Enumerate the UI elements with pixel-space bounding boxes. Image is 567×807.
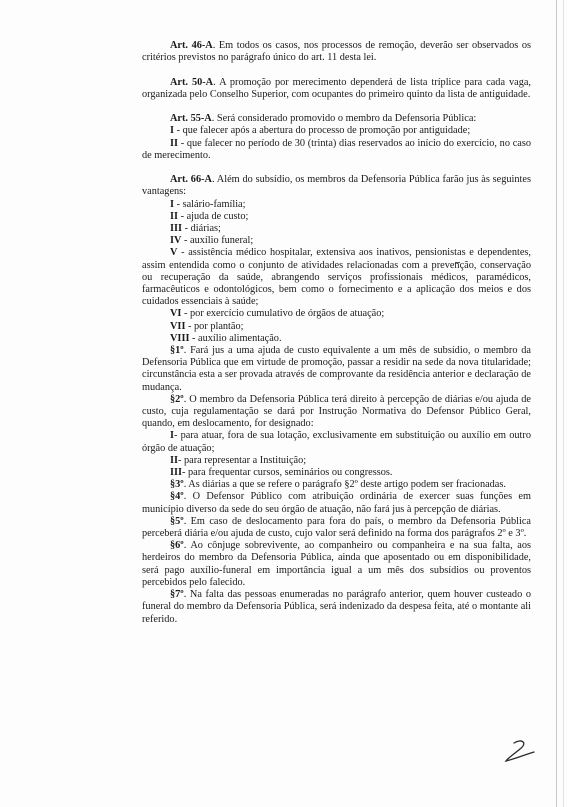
item-number: IV — [170, 235, 182, 247]
list-item — [142, 308, 531, 320]
list-item — [142, 235, 531, 247]
item-text: - para frequentar cursos, seminários ou congressos. — [182, 467, 393, 479]
article-66a — [142, 174, 531, 198]
page-edge-line-outer — [563, 0, 564, 807]
item-number: VI — [170, 308, 182, 320]
paragraph-number: §7º — [170, 589, 184, 601]
paragraph-6 — [142, 540, 531, 589]
list-item — [142, 455, 531, 467]
list-item — [142, 223, 531, 235]
article-46a — [142, 40, 531, 64]
paragraph-7 — [142, 589, 531, 626]
paragraph-text: . Ao cônjuge sobrevivente, ao companheiro ou companheira e na sua falta, aos herdeiros do membro da Defensoria Pública, ainda que aposentado ou em disponibilidade, será pago auxílio-funeral em importância igual a um mês dos subsídios ou proventos percebidos pelo falecido. — [142, 540, 531, 588]
item-number: III — [170, 467, 183, 479]
item-number: I — [170, 430, 175, 442]
paragraph-number: §1º — [170, 345, 184, 357]
document-body — [142, 40, 531, 626]
handwritten-initial — [498, 735, 538, 765]
article-text: . Além do subsídio, os membros da Defensoria Pública farão jus às seguintes vantagens: — [142, 174, 531, 198]
item-number: VII — [170, 320, 186, 332]
paragraph-text: . O Defensor Público com atribuição ordinária de exercer suas funções em município diverso da sede do seu órgão de atuação, não fará jus à percepção de diárias. — [142, 491, 531, 515]
article-50a — [142, 77, 531, 101]
item-text: - por plantão; — [185, 320, 244, 332]
item-text: - auxílio alimentação. — [189, 332, 282, 344]
article-55a — [142, 113, 531, 125]
item-number: II — [170, 137, 179, 149]
article-text: . Em todos os casos, nos processos de remoção, deverão ser observados os critérios previstos no parágrafo único do art. 11 desta lei. — [142, 40, 531, 64]
paragraph-text: . O membro da Defensoria Pública terá direito à percepção de diárias e/ou ajuda de custo, cuja regulamentação se dará por Instrução Normativa do Defensor Público Geral, quando, em deslocamento, for designado: — [142, 393, 531, 430]
paragraph-1 — [142, 345, 531, 394]
list-item — [142, 125, 531, 137]
item-number: I — [170, 125, 175, 137]
paragraph-text: . Fará jus a uma ajuda de custo equivalente a um mês de subsídio, o membro da Defensoria Pública que em virtude de promoção, passar a residir na sede da nova titularidade; circunstância esta a ser provada através de comprovante da residência anterior e declaração de mudança. — [142, 345, 531, 393]
list-item — [142, 467, 531, 479]
list-item — [142, 321, 531, 333]
item-number: V — [170, 247, 178, 259]
article-label: Art. 46-A — [170, 40, 213, 51]
article-text: . A promoção por merecimento dependerá de lista tríplice para cada vaga, organizada pelo Conselho Superior, com ocupantes do primeiro quinto da lista de antiguidade. — [142, 76, 531, 100]
paragraph-4 — [142, 491, 531, 515]
item-number: I — [170, 198, 175, 210]
item-text: - assistência médico hospitalar, extensiva aos inativos, pensionistas e dependentes, assim entendida como o conjunto de atividades relacionadas com a prevenção, conservação ou recuperação da saúde, abrangendo serviços profissionais médicos, paramédicos, farmacêuticos e odontológicos, bem como o fornecimento e a aplicação dos meios e dos cuidados essenciais à saúde; — [142, 247, 531, 308]
list-item — [142, 333, 531, 345]
paragraph-number: §3º — [170, 479, 184, 491]
item-text: - que falecer no período de 30 (trinta) dias reservados ao início do exercício, no caso de merecimento. — [142, 137, 531, 161]
list-item — [142, 430, 531, 454]
article-text: . Será considerado promovido o membro da Defensoria Pública: — [211, 113, 477, 125]
paragraph-number: §2º — [170, 393, 184, 405]
item-text: - auxílio funeral; — [181, 235, 254, 247]
list-item — [142, 138, 531, 162]
list-item — [142, 247, 531, 308]
paragraph-number: §5º — [170, 515, 184, 527]
item-text: - que falecer após a abertura do processo de promoção por antiguidade; — [174, 125, 471, 137]
item-text: - por exercício cumulativo de órgãos de atuação; — [181, 308, 385, 320]
item-text: - salário-família; — [174, 198, 246, 210]
item-number: III — [170, 223, 183, 234]
article-label: Art. 66-A — [170, 174, 212, 186]
list-item — [142, 211, 531, 223]
page-edge-line — [556, 0, 557, 807]
item-number: II — [170, 210, 179, 222]
list-item — [142, 199, 531, 211]
item-text: - para atuar, fora de sua lotação, exclusivamente em substituição ou auxílio em outro órgão de atuação; — [142, 430, 531, 454]
item-text: - diárias; — [182, 223, 221, 234]
paragraph-3 — [142, 479, 531, 491]
paragraph-text: . As diárias a que se refere o parágrafo §2º deste artigo podem ser fracionadas. — [183, 479, 506, 491]
article-label: Art. 50-A — [170, 76, 214, 88]
item-number: VIII — [170, 332, 190, 344]
item-text: - ajuda de custo; — [178, 210, 249, 222]
item-number: II — [170, 454, 179, 466]
paragraph-2 — [142, 394, 531, 431]
paragraph-number: §4º — [170, 491, 184, 503]
item-text: - para representar a Instituição; — [178, 454, 307, 466]
paragraph-text: . Na falta das pessoas enumeradas no parágrafo anterior, quem houver custeado o funeral do membro da Defensoria Pública, será indenizado da despesa feita, até o montante ali referido. — [142, 589, 531, 625]
paragraph-number: §6º — [170, 540, 184, 552]
article-label: Art. 55-A — [170, 113, 212, 125]
paragraph-text: . Em caso de deslocamento para fora do país, o membro da Defensoria Pública perceberá diária e/ou ajuda de custo, cujo valor será definido na forma dos parágrafos 2º e 3º. — [142, 515, 531, 540]
paragraph-5 — [142, 516, 531, 540]
